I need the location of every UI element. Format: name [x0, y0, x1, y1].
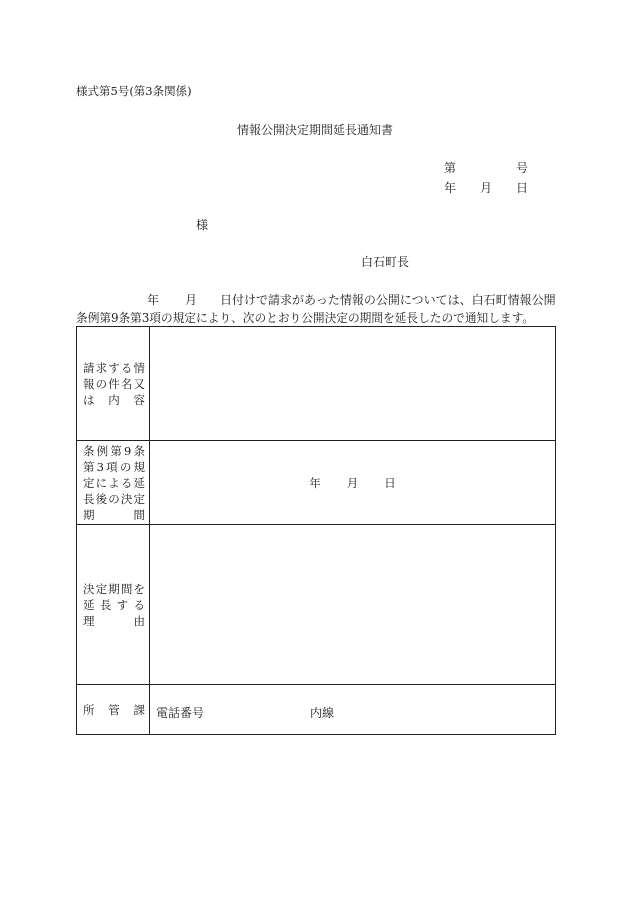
extension-reason-label-line: 決定期間を — [83, 581, 145, 596]
department-label: 所 管 課 — [83, 702, 145, 717]
table-row-department — [77, 685, 556, 735]
table-row-request-subject — [77, 327, 556, 441]
department-label-cell — [77, 685, 150, 735]
extended-period-label-line: 定による延 — [83, 475, 145, 490]
number-suffix: 号 — [516, 161, 529, 175]
date-year: 年 — [444, 181, 457, 195]
department-contact-field[interactable] — [150, 685, 556, 735]
extended-period-label-line: 第3項の規 — [83, 459, 145, 474]
extension-reason-label-line: 延長する — [83, 597, 145, 612]
extended-period-label-line: 期 間 — [83, 507, 145, 522]
extended-period-label-line: 条例第9条 — [83, 443, 145, 458]
addressee-honorific: 様 — [196, 218, 209, 232]
extended-period-label-line: 長後の決定 — [83, 491, 145, 506]
extension-reason-label-cell — [77, 525, 150, 685]
request-subject-field[interactable] — [150, 327, 556, 441]
notice-table — [76, 326, 556, 735]
sender-name: 白石町長 — [361, 255, 410, 269]
request-subject-label-line: 請求する情 — [83, 360, 145, 375]
table-row-extended-period — [77, 441, 556, 525]
extended-period-date-field[interactable] — [150, 441, 556, 525]
table-row-extension-reason — [77, 525, 556, 685]
request-subject-label-line: は 内 容 — [83, 392, 145, 407]
number-prefix: 第 — [444, 161, 457, 175]
request-subject-label-line: 報の件名又 — [83, 376, 145, 391]
extension-label: 内線 — [310, 706, 335, 720]
extended-month: 月 — [346, 475, 359, 490]
request-subject-label-cell — [77, 327, 150, 441]
body-month: 月 — [185, 293, 198, 307]
document-title: 情報公開決定期間延長通知書 — [236, 123, 393, 137]
extended-day: 日 — [384, 475, 396, 490]
extended-period-label-cell — [77, 441, 150, 525]
phone-number-label: 電話番号 — [156, 706, 205, 720]
date-month: 月 — [480, 181, 493, 195]
extension-reason-field[interactable] — [150, 525, 556, 685]
extension-reason-label-line: 理 由 — [83, 613, 145, 628]
form-number-label: 様式第5号(第3条関係) — [76, 84, 192, 98]
body-line1-text: 日付けで請求があった情報の公開については、白石町情報公開 — [220, 293, 556, 307]
body-paragraph-line2: 条例第9条第3項の規定により、次のとおり公開決定の期間を延長したので通知します。 — [76, 311, 535, 325]
body-year: 年 — [147, 293, 160, 307]
date-day: 日 — [516, 181, 529, 195]
extended-year: 年 — [309, 475, 321, 490]
